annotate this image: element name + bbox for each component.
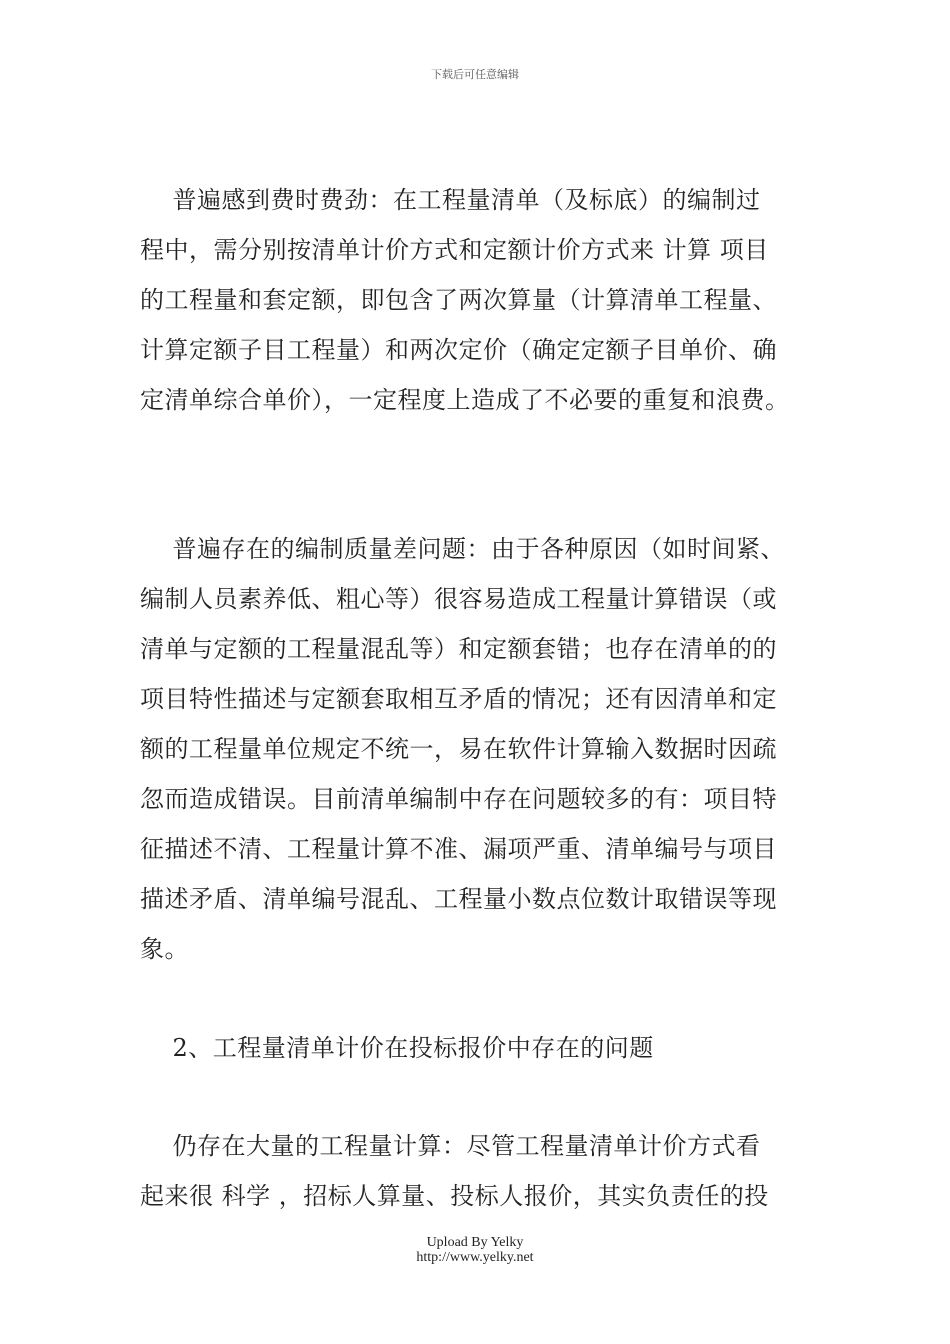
text-line: 描述矛盾、清单编号混乱、工程量小数点位数计取错误等现 (140, 885, 777, 913)
text-line: 起来很 科学 ，招标人算量、投标人报价，其实负责任的投 (140, 1182, 769, 1210)
text-line: 象。 (140, 935, 189, 963)
text-line: 额的工程量单位规定不统一，易在软件计算输入数据时因疏 (140, 735, 777, 763)
text-line: 普遍存在的编制质量差问题：由于各种原因（如时间紧、 (140, 535, 786, 563)
text-line: 仍存在大量的工程量计算：尽管工程量清单计价方式看 (140, 1132, 761, 1160)
page-header: 下载后可任意编辑 (431, 68, 519, 81)
text-line: 的工程量和套定额，即包含了两次算量（计算清单工程量、 (140, 286, 777, 314)
text-line: 征描述不清、工程量计算不准、漏项严重、清单编号与项目 (140, 835, 777, 863)
footer-url: http://www.yelky.net (416, 1250, 534, 1265)
text-line: 2、工程量清单计价在投标报价中存在的问题 (140, 1034, 654, 1062)
text-line: 定清单综合单价），一定程度上造成了不必要的重复和浪费。 (140, 386, 790, 414)
text-line: 计算定额子目工程量）和两次定价（确定定额子目单价、确 (140, 336, 777, 364)
text-line: 项目特性描述与定额套取相互矛盾的情况；还有因清单和定 (140, 685, 777, 713)
text-line: 程中，需分别按清单计价方式和定额计价方式来 计算 项目 (140, 236, 769, 264)
text-line: 忽而造成错误。目前清单编制中存在问题较多的有：项目特 (140, 785, 777, 813)
footer-upload-text: Upload By Yelky (426, 1235, 524, 1250)
text-line: 清单与定额的工程量混乱等）和定额套错；也存在清单的的 (140, 635, 777, 663)
text-line: 普遍感到费时费劲：在工程量清单（及标底）的编制过 (140, 186, 761, 214)
text-line: 编制人员素养低、粗心等）很容易造成工程量计算错误（或 (140, 585, 777, 613)
